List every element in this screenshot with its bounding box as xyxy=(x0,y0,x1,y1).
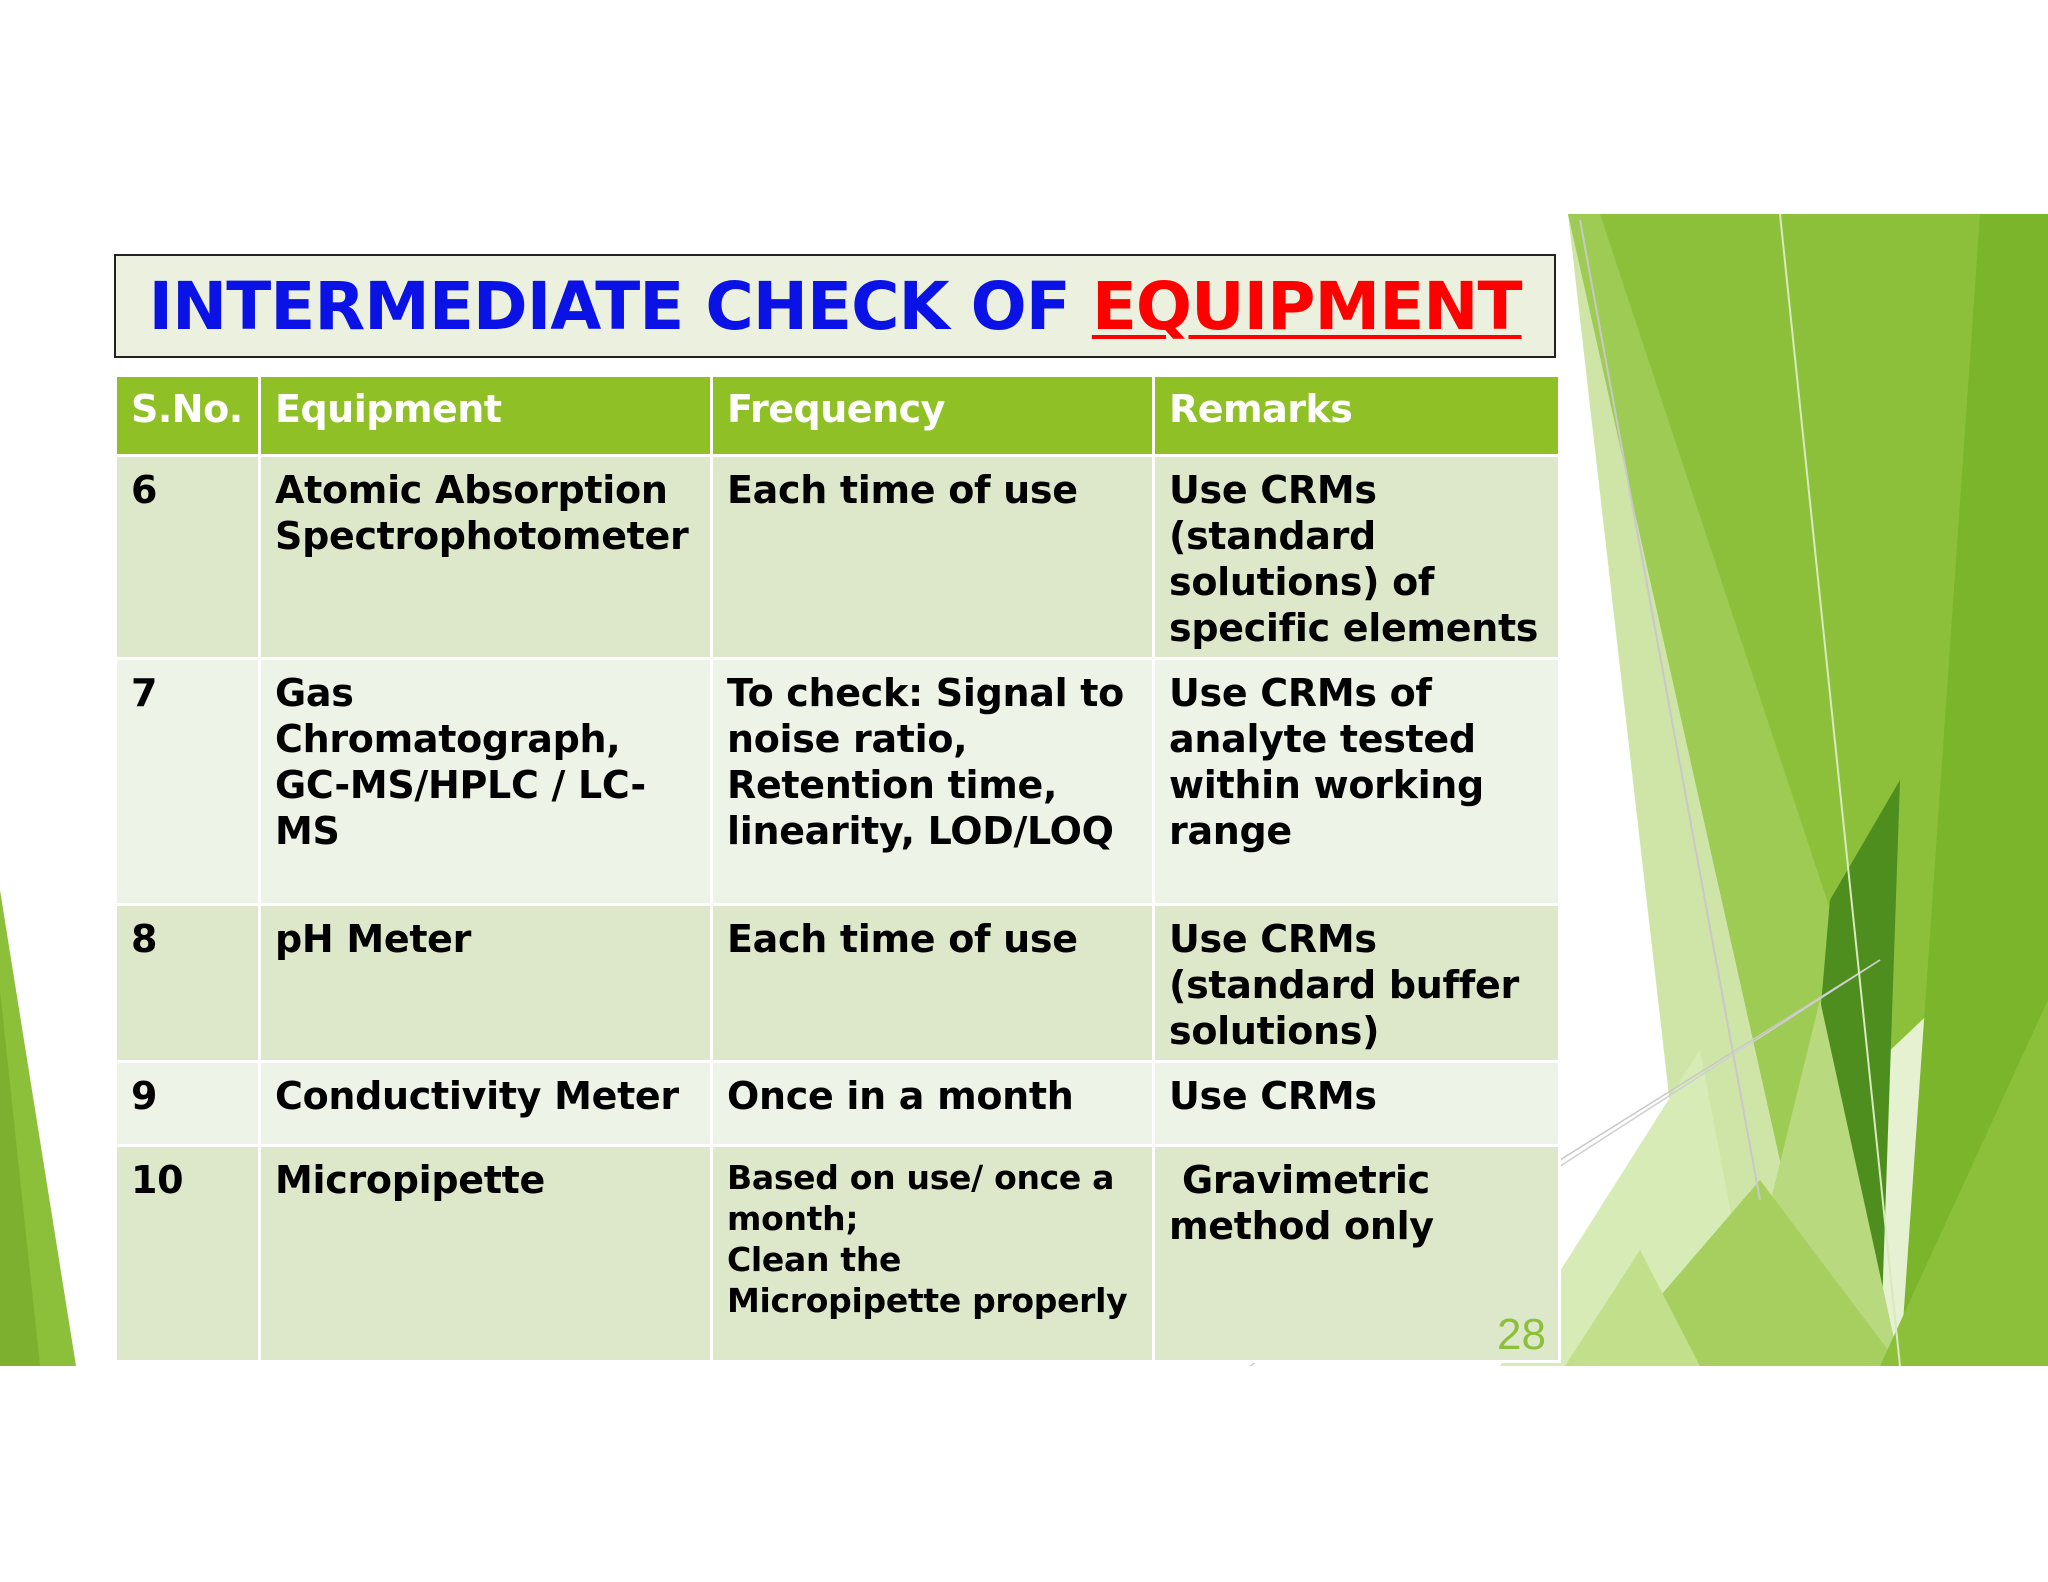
cell-sno: 10 xyxy=(116,1146,260,1362)
frequency-line-1: Based on use/ once a month; xyxy=(727,1158,1115,1238)
cell-remarks: Use CRMs xyxy=(1154,1062,1560,1146)
slide-title xyxy=(148,268,1521,345)
cell-frequency: To check: Signal to noise ratio, Retention time, linearity, LOD/LOQ xyxy=(712,659,1154,905)
cell-remarks: Gravimetric method only xyxy=(1154,1146,1560,1362)
cell-sno: 8 xyxy=(116,905,260,1062)
title-main: INTERMEDIATE CHECK OF xyxy=(148,267,1092,345)
page-number: 28 xyxy=(1497,1310,1546,1359)
cell-frequency: Once in a month xyxy=(712,1062,1154,1146)
cell-equipment: Atomic Absorption Spectrophotometer xyxy=(260,456,712,659)
frequency-line-2: Clean the Micropipette properly xyxy=(727,1240,1128,1320)
cell-frequency xyxy=(712,1146,1154,1362)
cell-remarks: Use CRMs (standard buffer solutions) xyxy=(1154,905,1560,1062)
cell-sno: 9 xyxy=(116,1062,260,1146)
cell-sno: 6 xyxy=(116,456,260,659)
cell-frequency: Each time of use xyxy=(712,456,1154,659)
header-remarks: Remarks xyxy=(1154,376,1560,456)
header-sno: S.No. xyxy=(116,376,260,456)
cell-equipment: Gas Chromatograph, GC-MS/HPLC / LC-MS xyxy=(260,659,712,905)
cell-remarks: Use CRMs of analyte tested within working range xyxy=(1154,659,1560,905)
title-box xyxy=(114,254,1556,358)
cell-remarks: Use CRMs (standard solutions) of specific elements xyxy=(1154,456,1560,659)
table-row xyxy=(116,1062,1560,1146)
table-row xyxy=(116,1146,1560,1362)
equipment-table xyxy=(114,374,1561,1363)
cell-frequency: Each time of use xyxy=(712,905,1154,1062)
table-row xyxy=(116,659,1560,905)
table-row xyxy=(116,905,1560,1062)
cell-equipment: Micropipette xyxy=(260,1146,712,1362)
table-header-row xyxy=(116,376,1560,456)
cell-equipment: pH Meter xyxy=(260,905,712,1062)
table-row xyxy=(116,456,1560,659)
header-frequency: Frequency xyxy=(712,376,1154,456)
cell-equipment: Conductivity Meter xyxy=(260,1062,712,1146)
cell-sno: 7 xyxy=(116,659,260,905)
header-equipment: Equipment xyxy=(260,376,712,456)
title-accent: EQUIPMENT xyxy=(1091,267,1522,345)
